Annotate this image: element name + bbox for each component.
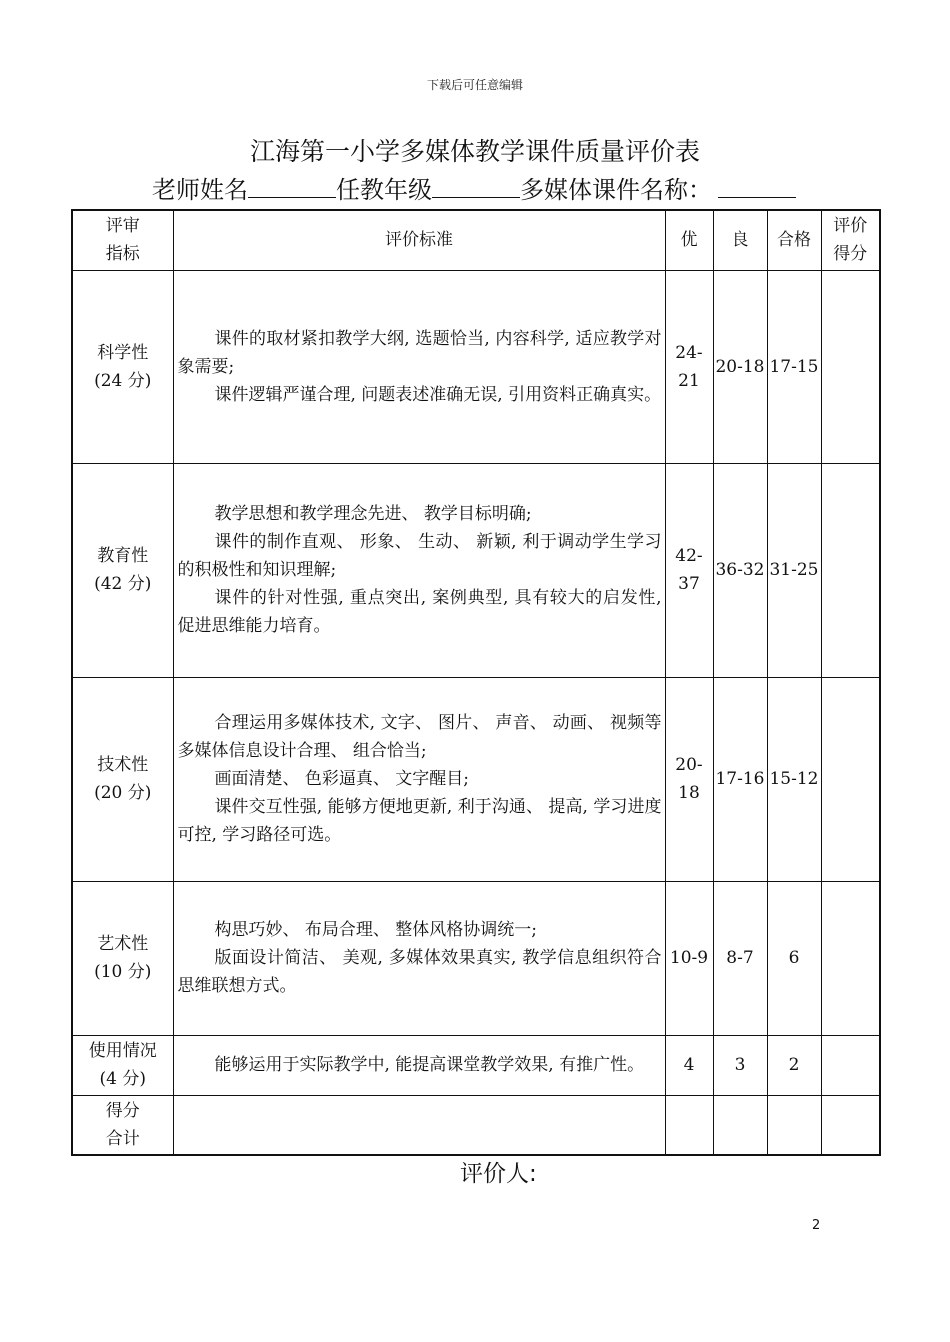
total-row [72, 1095, 880, 1155]
indicator-points: (10 分) [94, 962, 152, 982]
grade-blank[interactable] [432, 175, 520, 198]
criteria-cell [173, 270, 665, 463]
criteria-text: 构思巧妙、 布局合理、 整体风格协调统一; [214, 920, 538, 940]
score-input-cell[interactable] [821, 1035, 880, 1095]
header-excellent: 优 [665, 210, 713, 270]
indicator-name: 科学性 [97, 342, 149, 363]
total-blank-cell [173, 1095, 665, 1155]
criteria-text: 能够运用于实际教学中, 能提高课堂教学效果, 有推广性。 [214, 1055, 645, 1075]
indicator-points: (20 分) [94, 783, 152, 803]
total-label-line2: 合计 [105, 1128, 140, 1149]
criteria-text: 课件的制作直观、 形象、 生动、 新颖, 利于调动学生学习的积极性和知识理解; [177, 532, 662, 580]
total-label-line1: 得分 [105, 1100, 140, 1121]
page-title: 江海第一小学多媒体教学课件质量评价表 [249, 137, 700, 166]
header-pass: 合格 [767, 210, 821, 270]
teacher-name-blank[interactable] [248, 175, 336, 198]
criteria-cell [173, 881, 665, 1035]
info-line [152, 170, 832, 205]
criteria-text: 画面清楚、 色彩逼真、 文字醒目; [214, 769, 470, 789]
indicator-cell [72, 463, 173, 677]
excellent-range: 20-18 [665, 677, 713, 881]
excellent-range: 42-37 [665, 463, 713, 677]
page-number: 2 [812, 1218, 821, 1233]
total-score-input[interactable] [821, 1095, 880, 1155]
score-input-cell[interactable] [821, 463, 880, 677]
indicator-name: 技术性 [97, 755, 149, 775]
evaluator-label: 评价人: [460, 1161, 537, 1187]
total-label-cell [72, 1095, 173, 1155]
criteria-text: 合理运用多媒体技术, 文字、 图片、 声音、 动画、 视频等多媒体信息设计合理、 组合恰当; [177, 713, 662, 761]
indicator-cell [72, 677, 173, 881]
table-row [72, 1035, 880, 1095]
table-row [72, 463, 880, 677]
indicator-points: (24 分) [94, 370, 152, 391]
grade-label: 任教年级 [336, 176, 432, 204]
teacher-label: 老师姓名 [152, 176, 248, 204]
criteria-text: 版面设计简洁、 美观, 多媒体效果真实, 教学信息组织符合思维联想方式。 [177, 948, 662, 996]
header-criteria: 评价标准 [173, 210, 665, 270]
excellent-range: 24-21 [665, 270, 713, 463]
indicator-name: 教育性 [97, 546, 149, 566]
score-input-cell[interactable] [821, 270, 880, 463]
score-input-cell[interactable] [821, 881, 880, 1035]
total-blank-cell [713, 1095, 767, 1155]
header-indicator-line2: 指标 [105, 244, 140, 265]
pass-range: 6 [767, 881, 821, 1035]
criteria-text: 课件逻辑严谨合理, 问题表述准确无误, 引用资料正确真实。 [214, 384, 662, 405]
excellent-range: 4 [665, 1035, 713, 1095]
criteria-cell [173, 677, 665, 881]
good-range: 20-18 [713, 270, 767, 463]
good-range: 36-32 [713, 463, 767, 677]
header-score-line1: 评价 [833, 216, 868, 237]
header-score-line2: 得分 [833, 244, 868, 265]
courseware-label: 多媒体课件名称： [520, 176, 712, 204]
criteria-text: 教学思想和教学理念先进、 教学目标明确; [214, 504, 532, 524]
excellent-range: 10-9 [665, 881, 713, 1035]
total-blank-cell [665, 1095, 713, 1155]
courseware-name-blank[interactable] [718, 175, 796, 198]
table-row [72, 270, 880, 463]
total-blank-cell [767, 1095, 821, 1155]
table-row [72, 881, 880, 1035]
indicator-name: 使用情况 [88, 1041, 157, 1061]
criteria-text: 课件交互性强, 能够方便地更新, 利于沟通、 提高, 学习进度可控, 学习路径可选。 [177, 797, 662, 845]
score-input-cell[interactable] [821, 677, 880, 881]
evaluation-table [71, 209, 881, 1156]
pass-range: 31-25 [767, 463, 821, 677]
table-row [72, 677, 880, 881]
pass-range: 2 [767, 1035, 821, 1095]
criteria-cell [173, 1035, 665, 1095]
criteria-text: 课件的取材紧扣教学大纲, 选题恰当, 内容科学, 适应教学对象需要; [177, 328, 662, 377]
header-score [821, 210, 880, 270]
indicator-cell [72, 881, 173, 1035]
header-good: 良 [713, 210, 767, 270]
header-indicator [72, 210, 173, 270]
good-range: 3 [713, 1035, 767, 1095]
pass-range: 15-12 [767, 677, 821, 881]
indicator-cell [72, 1035, 173, 1095]
good-range: 8-7 [713, 881, 767, 1035]
header-indicator-line1: 评审 [105, 216, 140, 237]
criteria-cell [173, 463, 665, 677]
indicator-points: (4 分) [99, 1069, 146, 1089]
pass-range: 17-15 [767, 270, 821, 463]
header-note: 下载后可任意编辑 [426, 78, 523, 92]
criteria-text: 课件的针对性强, 重点突出, 案例典型, 具有较大的启发性, 促进思维能力培育。 [177, 588, 662, 636]
indicator-points: (42 分) [94, 574, 152, 594]
table-header-row [72, 210, 880, 270]
good-range: 17-16 [713, 677, 767, 881]
indicator-cell [72, 270, 173, 463]
indicator-name: 艺术性 [97, 934, 149, 954]
